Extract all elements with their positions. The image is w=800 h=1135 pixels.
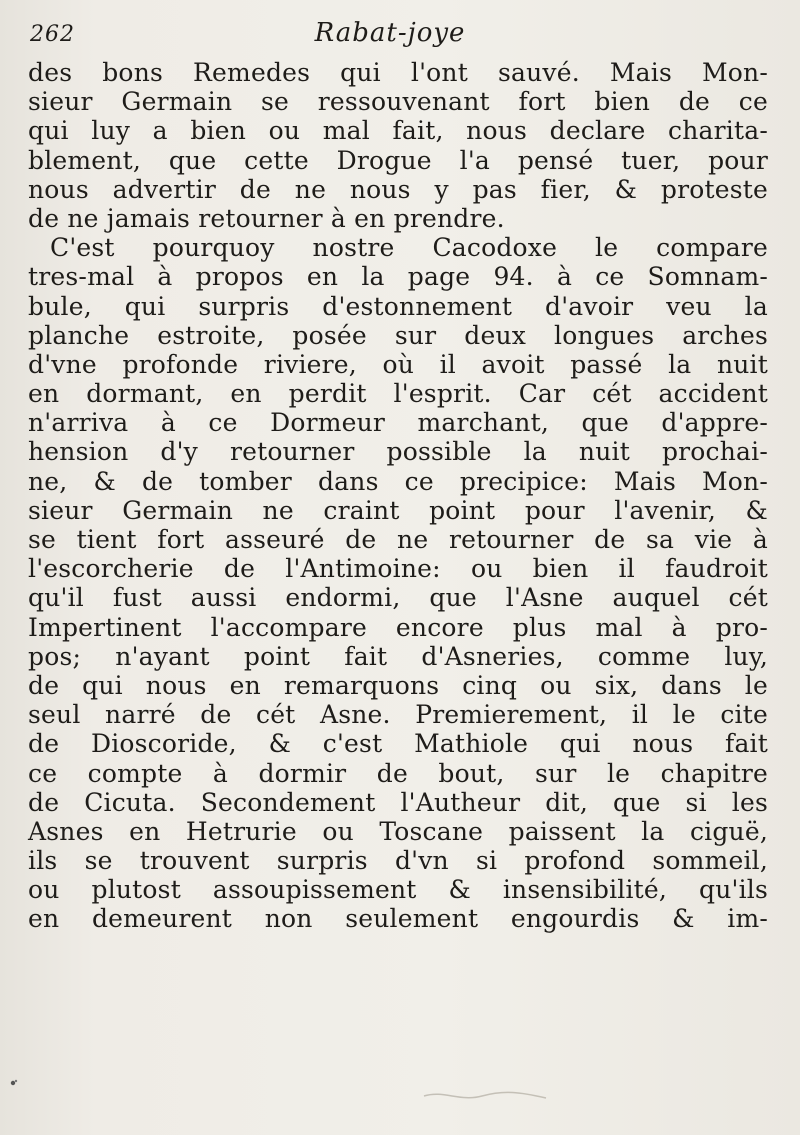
text-line: en demeurent non seulement engourdis & im- <box>28 904 768 934</box>
page-number: 262 <box>30 22 75 47</box>
text-line: se tient fort asseuré de ne retourner de sa vie à <box>28 525 768 554</box>
text-line: sieur Germain se ressouvenant fort bien de ce <box>28 87 768 117</box>
page-header <box>30 18 750 54</box>
text-line: de Cicuta. Secondement l'Autheur dit, que si les <box>28 787 768 817</box>
text-line: ils se trouvent surpris d'vn si profond sommeil, <box>28 846 768 876</box>
ink-smudge-mark <box>420 1088 550 1104</box>
text-line: ce compte à dormir de bout, sur le chapitre <box>28 758 768 788</box>
text-line: en dormant, en perdit l'esprit. Car cét accident <box>28 379 768 409</box>
text-line: nous advertir de ne nous y pas fier, & proteste <box>28 174 768 204</box>
text-line: tres-mal à propos en la page 94. à ce Somnam- <box>28 262 768 292</box>
text-line: de ne jamais retourner à en prendre. <box>28 203 505 233</box>
text-line: qui luy a bien ou mal fait, nous declare charita- <box>28 116 768 146</box>
text-line: Impertinent l'accompare encore plus mal à pro- <box>28 612 768 642</box>
text-line: de qui nous en remarquons cinq ou six, dans le <box>28 670 768 700</box>
text-line: hension d'y retourner possible la nuit prochai- <box>28 437 768 467</box>
ink-dot-mark <box>6 1076 20 1090</box>
text-line: d'vne profonde riviere, où il avoit passé la nuit <box>28 349 768 379</box>
body-text <box>28 58 768 934</box>
text-line: sieur Germain ne craint point pour l'avenir, & <box>28 495 768 525</box>
text-line: ne, & de tomber dans ce precipice: Mais Mon- <box>28 466 768 496</box>
text-line: seul narré de cét Asne. Premierement, il le cite <box>28 700 768 730</box>
text-line: blement, que cette Drogue l'a pensé tuer, pour <box>28 145 768 175</box>
text-line: Asnes en Hetrurie ou Toscane paissent la ciguë, <box>28 816 768 846</box>
running-title: Rabat-joye <box>314 18 466 48</box>
text-line: planche estroite, posée sur deux longues arches <box>28 320 768 350</box>
text-line: des bons Remedes qui l'ont sauvé. Mais Mon- <box>28 58 768 87</box>
text-line: n'arriva à ce Dormeur marchant, que d'appre- <box>28 408 768 438</box>
text-line: bule, qui surpris d'estonnement d'avoir veu la <box>28 291 768 321</box>
text-line: qu'il fust aussi endormi, que l'Asne auquel cét <box>28 583 768 613</box>
text-line: ou plutost assoupissement & insensibilité, qu'ils <box>28 875 768 905</box>
text-line: pos; n'ayant point fait d'Asneries, comme luy, <box>28 641 768 671</box>
text-line: de Dioscoride, & c'est Mathiole qui nous fait <box>28 729 768 759</box>
text-line: C'est pourquoy nostre Cacodoxe le compare <box>50 233 768 263</box>
text-line: l'escorcherie de l'Antimoine: ou bien il faudroit <box>28 554 768 584</box>
